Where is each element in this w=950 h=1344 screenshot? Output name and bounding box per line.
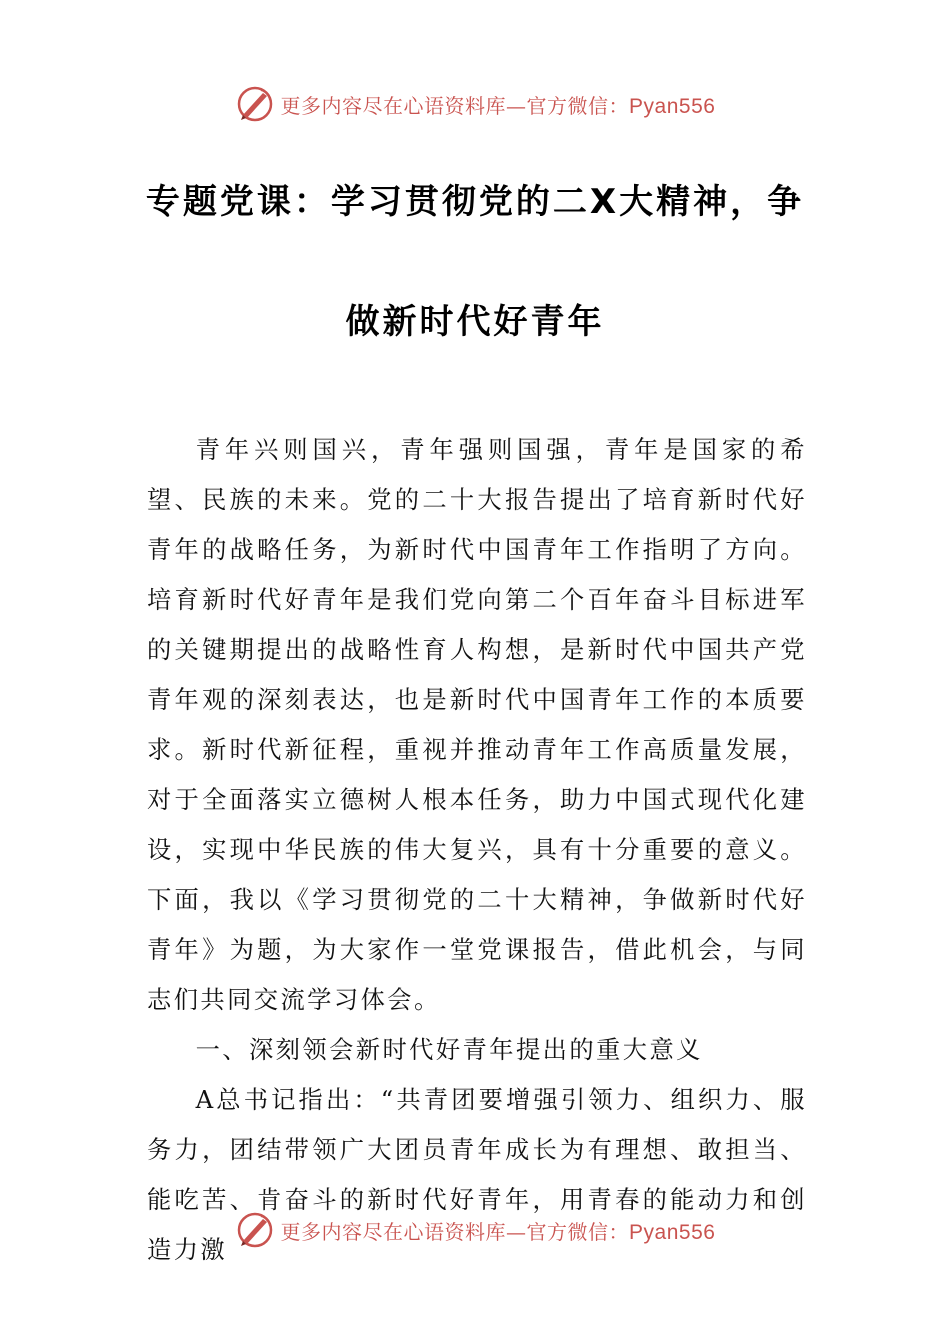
- pen-logo-icon: [235, 84, 275, 124]
- paragraph-quote: A总书记指出：“共青团要增强引领力、组织力、服务力，团结带领广大团员青年成长为有理想、敢担当、能吃苦、肯奋斗的新时代好青年，用青春的能动力和创造力激: [147, 1085, 807, 1264]
- watermark-banner-bottom: [0, 1208, 950, 1252]
- document-body: [147, 425, 807, 1275]
- watermark-banner-top: [0, 82, 950, 126]
- document-title-line-1: 专题党课：学习贯彻党的二X大精神，争: [145, 182, 805, 222]
- paragraph-intro: 青年兴则国兴，青年强则国强，青年是国家的希望、民族的未来。党的二十大报告提出了培育新时代好青年的战略任务，为新时代中国青年工作指明了方向。培育新时代好青年是我们党向第二个百年奋斗目标进军的关键期提出的战略性育人构想，是新时代中国共产党青年观的深刻表达，也是新时代中国青年工作的本质要求。新时代新征程，重视并推动青年工作高质量发展，对于全面落实立德树人根本任务，助力中国式现代化建设，实现中华民族的伟大复兴，具有十分重要的意义。下面，我以《学习贯彻党的二十大精神，争做新时代好青年》为题，为大家作一堂党课报告，借此机会，与同志们共同交流学习体会。: [147, 435, 807, 1014]
- pen-logo-icon: [235, 1210, 275, 1250]
- document-title-line-2: 做新时代好青年: [345, 302, 605, 342]
- watermark-text: 更多内容尽在心语资料库—官方微信：Pyan556: [280, 1219, 716, 1244]
- watermark-text: 更多内容尽在心语资料库—官方微信：Pyan556: [280, 93, 716, 118]
- section-heading: 一、深刻领会新时代好青年提出的重大意义: [195, 1035, 703, 1064]
